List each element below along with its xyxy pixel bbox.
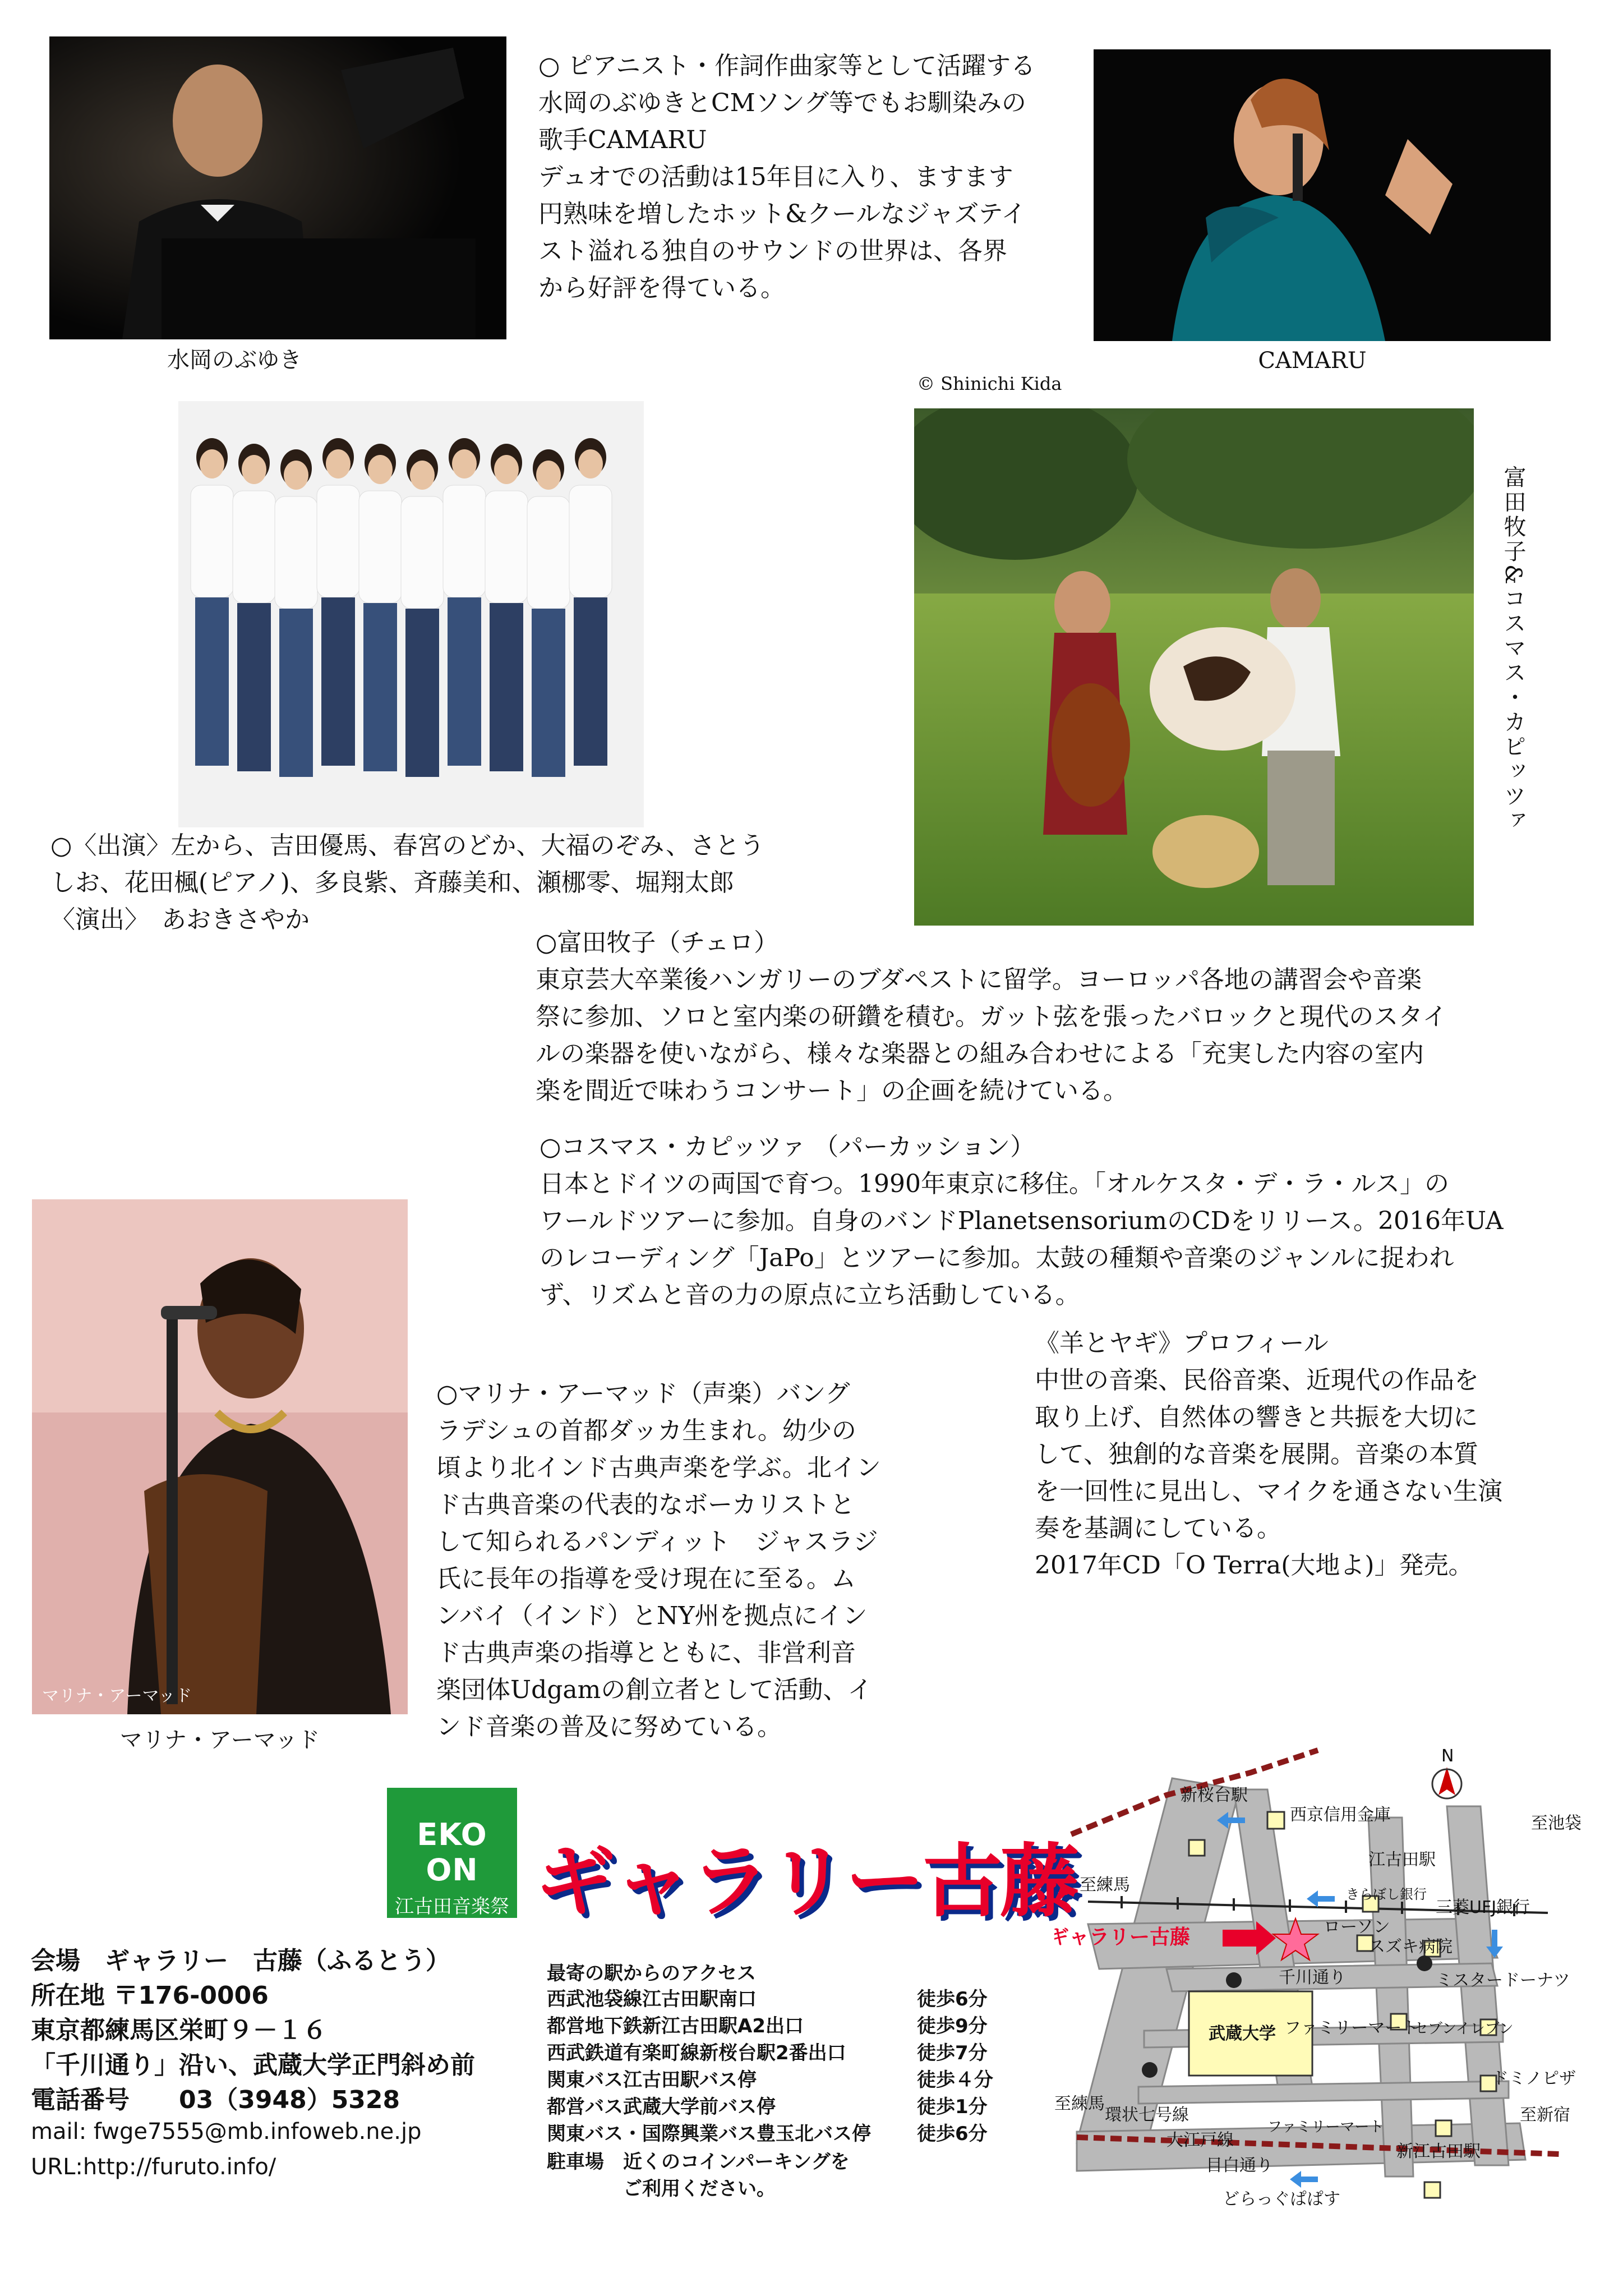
group-member [317,438,359,766]
eko-on-logo [387,1788,517,1918]
access-row [547,2040,1029,2067]
access-route: 西武鉄道有楽町線新桜台駅2番出口 [547,2042,846,2064]
parking-text: 駐車場 近くのコインパーキングを ご利用ください。 [547,2151,850,2200]
pianist-photo [49,36,506,339]
access-row [547,2067,1029,2093]
logo-line2: 江古田音楽祭 [395,1895,509,1918]
access-time: 徒歩４分 [917,2069,993,2091]
singer-caption: CAMARU [1258,348,1367,374]
map-misdo: ミスタードーナツ [1436,1971,1570,1990]
marina-photo-overlay: マリナ・アーマッド [42,1686,192,1706]
hitsuji-text: 《羊とヤギ》プロフィール 中世の音楽、民俗音楽、近現代の作品を 取り上げ、自然体の響きと共振を大切に して、独創的な音楽を展開。音楽の本質 を一回性に見出し、マイクを通さない生演 奏を基調にしている。 2017年CD「O Terra(大地よ)」発売。 [1035,1329,1503,1580]
map-domino: ドミノピザ [1492,2069,1576,2088]
access-route: 都営バス武蔵大学前バス停 [547,2096,776,2118]
access-row [547,2093,1029,2120]
access-time: 徒歩1分 [917,2096,988,2118]
access-heading: 最寄の駅からのアクセス [547,1962,756,1985]
map-lawson: ローソン [1324,1917,1390,1937]
map-suzuki: スズキ病院 [1368,1937,1453,1957]
group-member [569,438,612,766]
map-familymart1: ファミリーマート [1284,2018,1419,2038]
group-member [485,444,528,771]
map-familymart2: ファミリーマート [1267,2119,1384,2136]
singer-photo [1094,49,1551,341]
access-route: 関東バス江古田駅バス停 [547,2069,757,2091]
map-dorakku: どらっぐぱぱす [1223,2189,1340,2209]
group-member [401,449,444,777]
logo-line1: EKO ON [417,1817,487,1888]
map-ekoda: 江古田駅 [1368,1850,1436,1870]
map-musashi: 武蔵大学 [1209,2024,1276,2044]
access-time: 徒歩6分 [917,1988,988,2010]
pianist-caption: 水岡のぶゆき [167,347,302,373]
venue-text: 会場 ギャラリー 古藤（ふるとう） 所在地 〒176-0006 東京都練馬区栄町９－１６ 「千川通り」沿い、武蔵大学正門斜め前 電話番号 03（3948）5328 [31,1947,475,2114]
map-nerima: 至練馬 [1080,1875,1130,1895]
intro-text: ○ ピアニスト・作詞作曲家等として活躍する 水岡のぶゆきとCMソング等でもお馴染みの 歌手CAMARU デュオでの活動は15年目に入り、ますます 円熟味を増したホット&クールなジャズテイ スト溢れる独自のサウンドの世界は、各界 から好評を得ている。 [538,52,1036,302]
group-member [443,438,486,766]
map-north: N [1441,1746,1454,1766]
access-row [547,2120,1029,2147]
cast-text: ○〈出演〉左から、吉田優馬、春宮のどか、大福のぞみ、さとう しお、花田楓(ピアノ)、多良紫、斉藤美和、瀬梛零、堀翔太郎 〈演出〉 あおきさやか [50,831,765,934]
venue-mail: mail: fwge7555@mb.infoweb.ne.jp [31,2119,422,2145]
access-time: 徒歩7分 [917,2042,988,2064]
tomita-text: ○富田牧子（チェロ） 東京芸大卒業後ハンガリーのブダペストに留学。ヨーロッパ各地の講習会や音楽 祭に参加、ソロと室内楽の研鑽を積む。ガット弦を張ったバロックと現代のスタイ ルの楽器を使いながら、様々な楽器との組み合わせによる「充実した内容の室内 楽を間近で味わうコンサート」の企画を続けている。 [536,928,1447,1105]
access-row [547,1986,1029,2013]
map-seikyo: 西京信用金庫 [1290,1805,1391,1825]
kapitza-text: ○コスマス・カピッツァ （パーカッション） 日本とドイツの両国で育つ。1990年東京に移住。「オルケスタ・デ・ラ・ルス」の ワールドツアーに参加。自身のバンドPlanetsensoriumのCDをリリース。2016年UA のレコーディング「JaPo」とツアーに参加。太鼓の種類や音楽のジャンルに捉われ ず、リズムと音の力の原点に立ち活動している。 [540,1133,1504,1309]
map-senkawa: 千川通り [1279,1968,1346,1987]
marina-caption: マリナ・アーマッド [119,1727,320,1753]
group-member [359,444,402,771]
group-member [527,449,570,777]
access-time: 徒歩9分 [917,2015,988,2037]
map-nerima2: 至練馬 [1054,2094,1105,2114]
map-shinjuku: 至新宿 [1520,2105,1570,2125]
access-row [547,2013,1029,2040]
marina-text: ○マリナ・アーマッド（声楽）バング ラデシュの首都ダッカ生まれ。幼少の 頃より北インド古典声楽を学ぶ。北イン ド古典音楽の代表的なボーカリストと して知られるパンディット ジャスラジ 氏に長年の指導を受け現在に至る。ム ンバイ（インド）とNY州を拠点にイン ド古典声楽の指導とともに、非営利音 楽団体Udgamの創立者として活動、イ ンド音楽の普及に努めている。 [436,1379,881,1741]
map-shinekoda: 新江古田駅 [1396,2142,1481,2161]
photo-credit: © Shinichi Kida [917,373,1062,394]
map-gallery: ギャラリー古藤 [1054,1926,1191,1949]
group-member [191,438,233,766]
marina-photo [32,1199,408,1714]
map-shinsakuradai: 新桜台駅 [1181,1786,1248,1805]
group-photo [178,401,644,827]
access-time: 徒歩6分 [917,2123,988,2145]
map-oedo: 大江戸線 [1166,2131,1234,2150]
access-route: 関東バス・国際興業バス豊玉北バス停 [547,2123,871,2145]
map-kannana: 環状七号線 [1105,2105,1189,2125]
duo-vertical-caption: 富田牧子&コスマス・カピッツァ [1500,466,1526,834]
group-member [275,449,317,777]
venue-url: URL:http://furuto.info/ [31,2154,276,2180]
access-route: 西武池袋線江古田駅南口 [547,1988,757,2010]
map-ikebukuro: 至池袋 [1531,1814,1581,1833]
access-map [1054,1728,1581,2221]
access-route: 都営地下鉄新江古田駅A2出口 [547,2015,804,2037]
access-list [547,1986,1029,2147]
map-mufg: 三菱UFJ銀行 [1436,1898,1530,1917]
map-kiraboshi: きらぼし銀行 [1346,1887,1427,1902]
group-member [233,444,275,771]
gallery-title: ギャラリー古藤 [536,1835,1077,1928]
map-mejiro: 目白通り [1206,2156,1273,2175]
map-seven: セブンイレブン [1413,2021,1514,2037]
duo-photo [914,408,1474,926]
